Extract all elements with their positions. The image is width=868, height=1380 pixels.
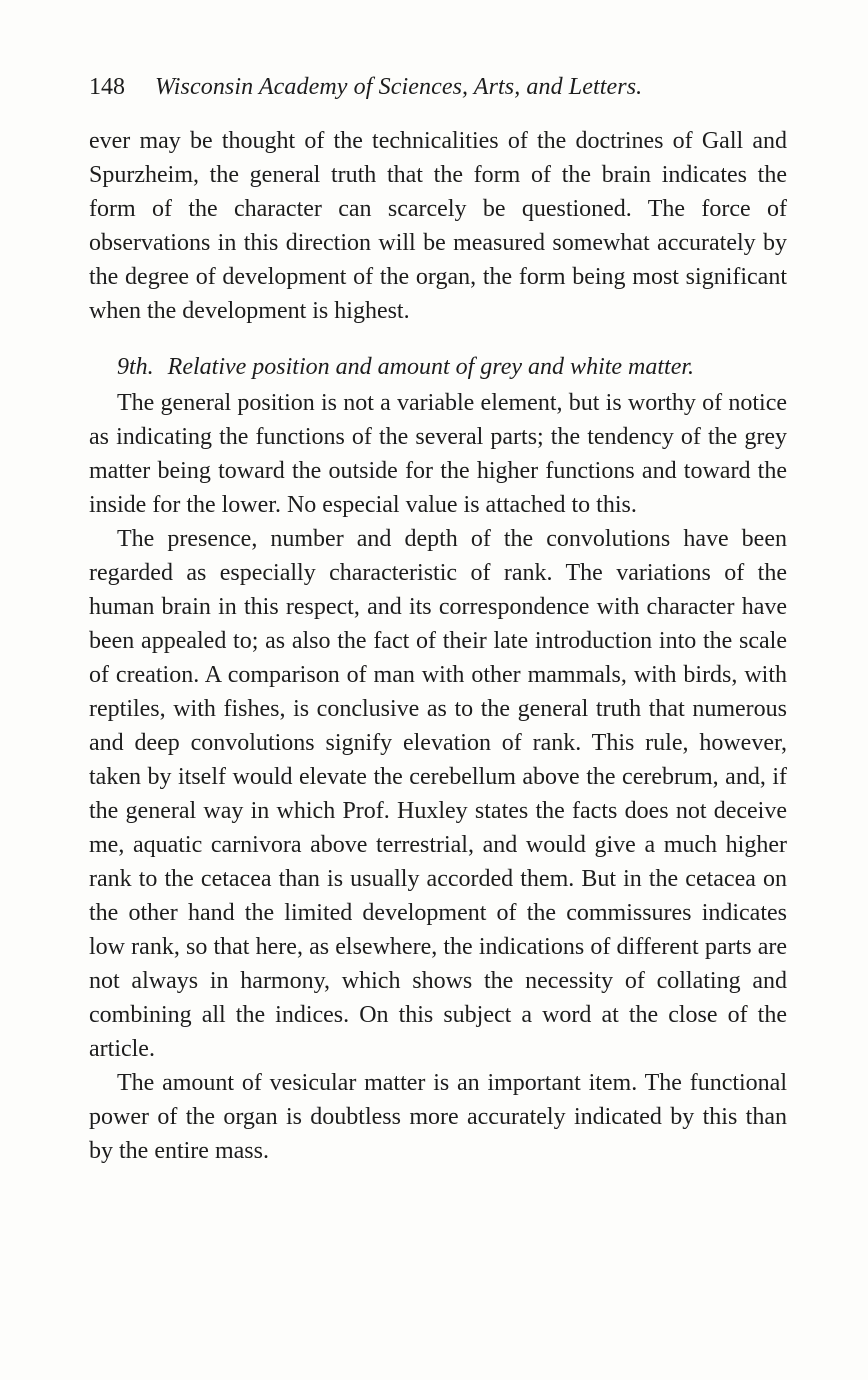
section-paragraph-2: The presence, number and depth of the convolutions have been regarded as especially characteristic of rank. The variations of the human brain in this respect, and its correspondence with character have been appealed to; as also the fact of their late introduction into the scale of creation. A comparison of man with other mammals, with birds, with reptiles, with fishes, is conclusive as to the general truth that numerous and deep convolutions signify elevation of rank. This rule, however, taken by itself would elevate the cerebellum above the cerebrum, and, if the general way in which Prof. Huxley states the facts does not deceive me, aquatic carnivora above terrestrial, and would give a much higher rank to the cetacea than is usually accorded them. But in the cetacea on the other hand the limited development of the commissures indicates low rank, so that here, as elsewhere, the indications of different parts are not always in harmony, which shows the necessity of collating and combining all the indices. On this subject a word at the close of the article. bbox=[89, 526, 787, 1062]
continued-paragraph: ever may be thought of the technicalities of the doctrines of Gall and Spurzheim, the general truth that the form of the brain indicates the form of the character can scarcely be questioned. The force of observations in this direction will be measured somewhat accurately by the degree of development of the organ, the form being most significant when the development is highest. bbox=[89, 128, 787, 324]
section-number: 9th. bbox=[117, 354, 154, 380]
section-paragraph-3: The amount of vesicular matter is an important item. The functional power of the organ is doubtless more accurately indicated by this than by the entire mass. bbox=[89, 1070, 787, 1164]
section-paragraph-1: The general position is not a variable element, but is worthy of notice as indicating the functions of the several parts; the tendency of the grey matter being toward the outside for the higher functions and toward the inside for the lower. No especial value is attached to this. bbox=[89, 390, 787, 518]
section-title: Relative position and amount of grey and white matter. bbox=[167, 354, 695, 380]
body-text bbox=[89, 124, 787, 1168]
running-title: Wisconsin Academy of Sciences, Arts, and Letters. bbox=[155, 74, 643, 100]
page-number: 148 bbox=[89, 74, 125, 100]
section-heading bbox=[89, 350, 787, 384]
running-header bbox=[89, 70, 789, 104]
